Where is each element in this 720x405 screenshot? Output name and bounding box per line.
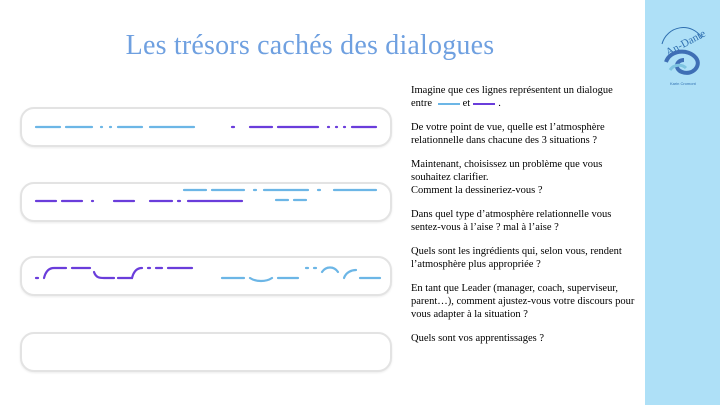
purple-line-swatch [473,103,495,105]
instruction-3 [411,158,636,197]
dialogue-box-4[interactable] [20,332,392,372]
instruction-5: Quels sont les ingrédients qui, selon vous, rendent l’atmosphère plus appropriée ? [411,246,622,270]
dialogue-lines-2 [22,184,390,220]
instruction-7: Quels sont vos apprentissages ? [411,333,544,344]
instruction-2: De votre point de vue, quelle est l’atmosphère relationnelle dans chacune des 3 situations ? [411,122,605,146]
instruction-3a: Maintenant, choisissez un problème que vous souhaitez clarifier. [411,159,603,183]
instruction-1-text: Imagine que ces lignes représentent un dialogue entre [411,85,613,109]
instruction-3b: Comment la dessineriez-vous ? [411,185,543,196]
sidebar-band [645,0,720,405]
andante-logo [652,10,712,90]
dialogue-lines-3 [22,258,390,294]
instruction-1-and: et [462,98,471,109]
dialogue-box-1 [20,107,392,147]
dialogue-box-2 [20,182,392,222]
instruction-1-end: . [498,98,501,109]
instructions-text [411,84,636,356]
instruction-6: En tant que Leader (manager, coach, superviseur, parent…), comment ajustez-vous votre discours pour vous adapter à la situation ? [411,283,635,320]
instruction-4: Dans quel type d’atmosphère relationnelle vous sentez-vous à l’aise ? mal à l’aise ? [411,209,612,233]
logo-text: An-Dante [663,27,708,59]
dialogue-lines-1 [22,109,390,145]
logo-subtext: Karin Cromont [670,81,696,86]
page-title: Les trésors cachés des dialogues [125,30,495,61]
dialogue-box-3 [20,256,392,296]
blue-line-swatch [438,103,460,105]
instruction-1 [411,84,636,110]
